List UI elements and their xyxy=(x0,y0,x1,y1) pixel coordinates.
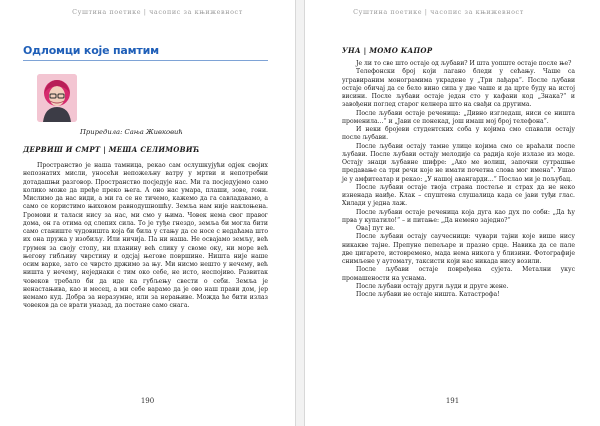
paragraph: Телефонски број који лагано бледи у сећању. Чаше са угравираним монограмима украдене у „Три лађара“. После љубави остаје обичај да се бело вино сипа у две чаше и да црте буду на истој висини. После љубави остаје један сто у кафани код „Знака?“ и завођени поглед старог келнера што на свађи са другима. xyxy=(342,68,575,109)
running-header-right: Суштина поетике | часопис за књижевност xyxy=(353,8,524,16)
right-page xyxy=(304,0,600,426)
page-number-right: 191 xyxy=(445,397,460,405)
paragraph: Је ли то све што остаје од љубави? И шта уопште остаје после ње? xyxy=(356,60,572,67)
paragraph: После љубави не остаје ништа. Катастрофа! xyxy=(356,291,500,298)
section-title: Одломци које памтим xyxy=(23,44,159,57)
running-header-left: Суштина поетике | часопис за књижевност xyxy=(72,8,243,16)
portrait-icon xyxy=(37,74,77,122)
paragraph: После љубави остаје твоја страна постеље и страх да не неко изненада наиђе. Клак – спуштена слушалица када се јави туђи глас. Хилади у једна лаж. xyxy=(342,183,575,208)
story-heading-right: УНА | МОМО КАПОР xyxy=(342,46,433,55)
paragraph: После љубави остају тамне улице којима смо се враћали после љубави. После љубави остају мелодије са радија које излазе из моде. Остају знаци љубавне шифре: „Ако ме волиш, започни сутрашње предавање са три речи које не имати почетна слова мог имена“. Ушао је у амфитеатар и рекао: „У нашој авангарди...“ Послао ми је пољубац. xyxy=(342,142,575,183)
paragraph: После љубави остаје реченица која дуга као дух по соби: „Да ћу прва у купатило!“ – и питање: „Да немено заједно?“ xyxy=(342,208,575,224)
body-text-right xyxy=(342,60,575,299)
paragraph: Пространство је наша тамница, рекао сам ослушкујући одјек својих непознатих мисли, уносећи непожељну ватру у мртви и непотребни дотадашњи разговор. Пространство посједује нас. Ми га посједујемо само колико може да пређе преко њега. А оно нас умара, плаши, зове, гони. Мислимо да нас види, а ми га се не тичемо, кажемо да га савладавамо, а само се користимо њиховом равнодушношћу. Земља нам није наклоњена. Громови и таласи нису за нас, ми смо у њима. Човек нема свог правог дома, он га отима од слепих сила. То је туђе гнездо, земља би могла бити само станиште чудовишта која би била у стању да се носе с недаћама што их она пружа у изобиљу. Или ничија. Па ни наша. Не освајамо земљу, већ грумен за своју стопу, ни планину већ слику у своме оку, ни море већ његову гибљиву чврстину и одсјај његове површине. Ништа није наше осим варке, зато се чврсто држимо за њу. Ми нисмо нешто у нечему, већ ништа у нечему, неједнаки с тим око себе, не исто, неспојиво. Развитак човеков требало би да иде ка губљењу свести о себи. Земља је ненастањива, као и месец, а ми себе варамо да је ово наш прави дом, јер немамо куд. Добра за неразумне, или за нерањиве. Можда ће бити излаз човеков да се врати уназад, да постане само снага. xyxy=(23,162,268,310)
page-number-left: 190 xyxy=(140,397,155,405)
portrait-photo xyxy=(37,74,77,122)
paragraph: После љубави остају други људи и друге жене. xyxy=(356,282,509,290)
body-text-left xyxy=(23,162,268,311)
paragraph: После љубави остаје повређена сујета. Метални укус промашености на уснама. xyxy=(342,266,575,282)
story-heading-left: ДЕРВИШ И СМРТ | МЕША СЕЛИМОВИЋ xyxy=(23,145,200,154)
paragraph: Ова] пут не. xyxy=(356,225,395,232)
paragraph: После љубави остају саучесници: чувари тајни које више нису никакве тајне. Препуне пепељаре и празно срце. Навика да се пале две цигарете, истовремено, мада нема никога у близини. Фотографије снимљене у аутомату, таксисти који нас никада нису возили. xyxy=(342,233,575,265)
caption: Приредила: Сања Живковић xyxy=(80,128,183,136)
paragraph: После љубави остаје реченица: „Дивно изгледаш, ниси се ништа променила...“ и „Јави се понекад, још имаш мој број телефона“. xyxy=(342,109,575,125)
title-divider xyxy=(23,60,268,61)
paragraph: И неки бројеви студентских соба у којима смо спавали остају после љубави. xyxy=(342,126,575,142)
left-page xyxy=(0,0,296,426)
